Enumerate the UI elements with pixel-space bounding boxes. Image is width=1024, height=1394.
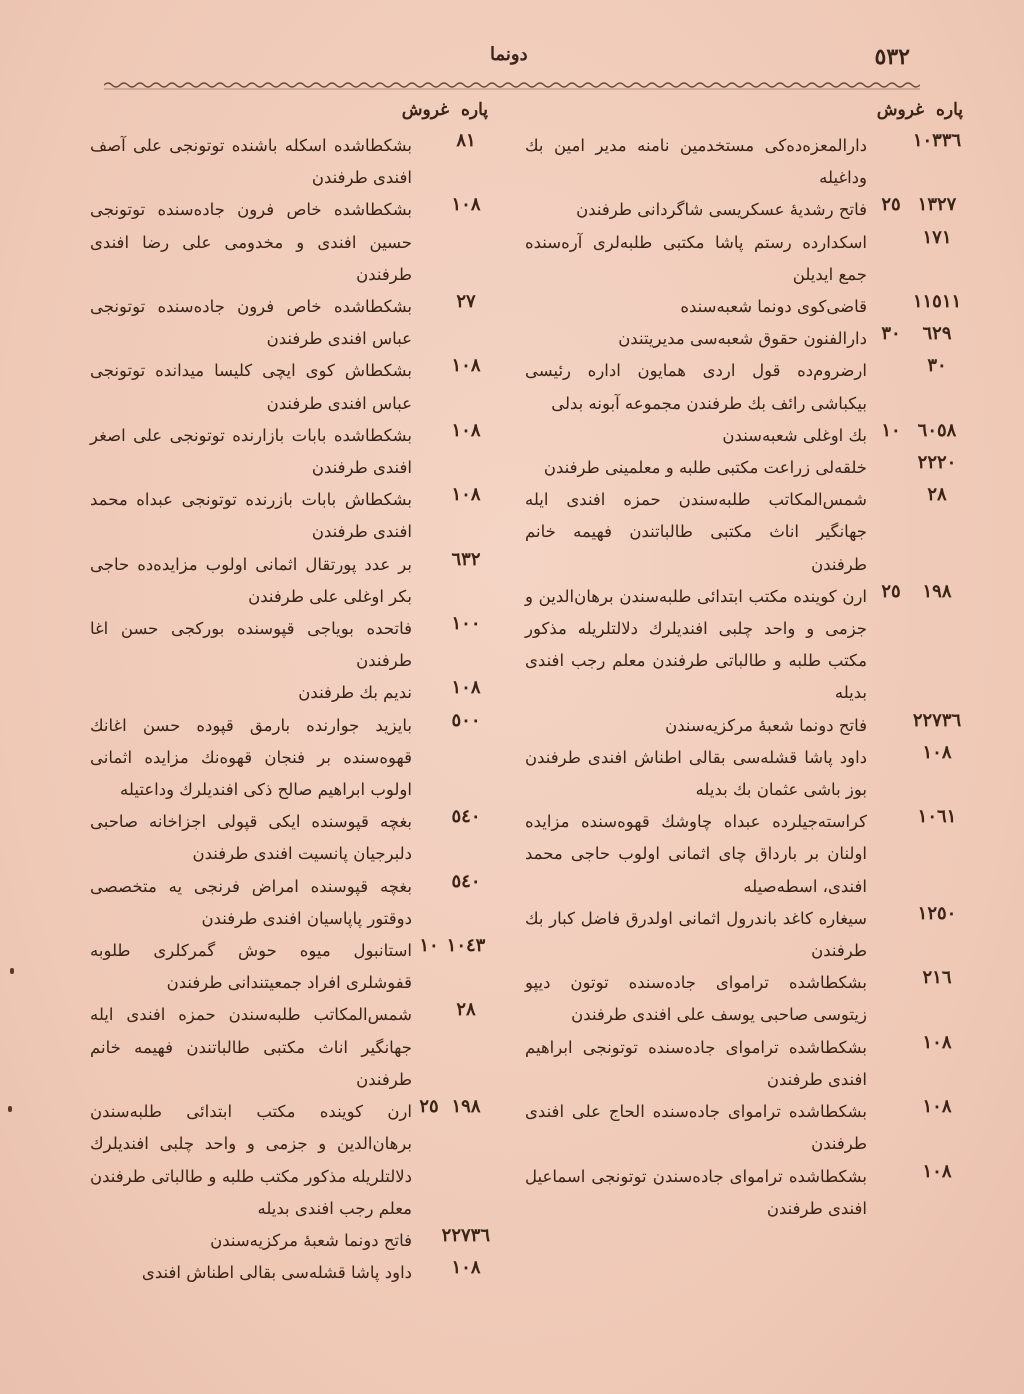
para-amount bbox=[873, 903, 909, 924]
para-amount bbox=[873, 710, 909, 731]
para-amount bbox=[873, 130, 909, 151]
para-amount bbox=[416, 1257, 442, 1278]
donation-entry bbox=[90, 484, 490, 548]
paper-blemish bbox=[10, 968, 14, 974]
ghurush-amount: ٦٣٢ bbox=[451, 548, 481, 570]
donation-entry bbox=[525, 291, 965, 323]
ghurush-amount: ١٩٨ bbox=[922, 580, 952, 602]
donation-entry bbox=[90, 935, 490, 999]
amount-cell bbox=[416, 291, 490, 312]
ghurush-amount: ١٩٨ bbox=[451, 1096, 481, 1118]
amount-cell bbox=[873, 291, 965, 312]
ghurush-amount: ٣٠ bbox=[927, 355, 947, 377]
donation-entry bbox=[525, 194, 965, 226]
donor-description: فاتح رشدیهٔ عسکریسی شاگردانی طرفندن bbox=[576, 200, 867, 220]
amount-cell bbox=[873, 227, 965, 248]
donor-description: بشکطاشده تراموای جاده‌سندن توتونجی اسماعیل افندی طرفندن bbox=[525, 1166, 867, 1218]
donation-entry bbox=[525, 484, 965, 581]
ghurush-amount: ١٧١ bbox=[922, 226, 952, 248]
para-amount bbox=[416, 484, 442, 505]
donor-description: بشکطاش کوی ایچی کلیسا میدانده توتونجی عباس افندی طرفندن bbox=[90, 361, 412, 413]
donation-entry bbox=[525, 581, 965, 710]
donation-entry bbox=[525, 1161, 965, 1225]
donor-description: بغچه قپوسنده امراض فرنجی یه متخصصی دوقتور پاپاسیان افندی طرفندن bbox=[90, 876, 412, 928]
para-amount: ٣٠ bbox=[881, 323, 901, 345]
donation-entry bbox=[90, 871, 490, 935]
amount-cell bbox=[416, 935, 490, 956]
donor-description: ندیم بك طرفندن bbox=[298, 683, 412, 703]
donor-description: اسکدارده رستم پاشا مکتبی طلبه‌لری آره‌سنده جمع ایدیلن bbox=[525, 232, 867, 284]
ghurush-amount: ٢٢٢٠ bbox=[917, 452, 957, 474]
ghurush-amount: ١٢٥٠ bbox=[917, 902, 957, 924]
donor-description: داود پاشا قشله‌سی بقالی اطناش افندی bbox=[141, 1263, 412, 1283]
amount-cell bbox=[873, 130, 965, 151]
donation-entry bbox=[90, 194, 490, 291]
amount-cell bbox=[416, 871, 490, 892]
donor-description: سیغاره کاغد باندرول اثمانی اولدرق فاضل کبار بك طرفندن bbox=[525, 908, 867, 961]
para-amount: ١٠ bbox=[881, 419, 901, 441]
ghurush-amount: ٥٠٠ bbox=[451, 709, 481, 731]
amount-cell bbox=[873, 710, 965, 731]
ghurush-amount: ١٠٠ bbox=[451, 613, 481, 635]
header-rule bbox=[104, 78, 920, 92]
amount-cell bbox=[416, 130, 490, 151]
amount-cell bbox=[416, 806, 490, 827]
ghurush-amount: ١٠٨ bbox=[451, 677, 481, 699]
donation-entry bbox=[90, 549, 490, 613]
ghurush-amount: ٦٢٩ bbox=[922, 323, 952, 345]
amount-cell bbox=[873, 742, 965, 763]
donor-description: دارالفنون حقوق شعبه‌سی مدیریتندن bbox=[618, 329, 867, 349]
amount-cell bbox=[416, 549, 490, 570]
para-amount: ٢٥ bbox=[881, 194, 901, 216]
right-entries bbox=[525, 130, 965, 1225]
donor-description: شمس‌المکاتب طلبه‌سندن حمزه افندی ایله جهانگیر اناث مکتبی طالباتندن فهیمه خانم طرفندن bbox=[90, 1005, 412, 1089]
para-amount bbox=[873, 806, 909, 827]
ghurush-amount: ١٣٢٧ bbox=[917, 194, 957, 216]
para-amount bbox=[416, 871, 442, 892]
donation-entry bbox=[90, 130, 490, 194]
donor-description: بشکطاشده تراموای جاده‌سنده توتون دیپو زیتوسی صاحبی یوسف علی افندی طرفندن bbox=[525, 973, 867, 1025]
amount-cell bbox=[873, 1032, 965, 1053]
para-amount bbox=[873, 1161, 909, 1182]
donation-entry bbox=[90, 420, 490, 484]
para-header: پاره bbox=[935, 100, 963, 120]
ghurush-amount: ١٠٨ bbox=[451, 1257, 481, 1279]
donation-entry bbox=[525, 967, 965, 1031]
para-amount bbox=[873, 967, 909, 988]
donation-entry bbox=[90, 1225, 490, 1257]
amount-cell bbox=[416, 194, 490, 215]
ghurush-amount: ١٠٤٣ bbox=[446, 935, 486, 957]
para-amount bbox=[873, 227, 909, 248]
amount-cell bbox=[416, 484, 490, 505]
amount-cell bbox=[873, 484, 965, 505]
para-amount: ٢٥ bbox=[419, 1096, 439, 1118]
para-amount bbox=[416, 806, 442, 827]
donor-description: ارن کوینده مکتب ابتدائی طلبه‌سندن برهان‌الدین و جزمی و واحد چلبی افندیلرك دلالتلریله مذکور مکتب طلبه و طالباتی طرفندن معلم رجب افندی بدیله bbox=[90, 1102, 412, 1218]
donor-description: فاتحده بویاجی قپوسنده بورکجی حسن اغا طرفندن bbox=[90, 619, 412, 671]
amount-cell bbox=[873, 194, 965, 215]
ghurush-amount: ١٠٨ bbox=[451, 355, 481, 377]
ghurush-amount: ١١٥١١ bbox=[912, 291, 962, 313]
running-title: دونما bbox=[490, 44, 528, 65]
donation-entry bbox=[90, 355, 490, 419]
donation-entry bbox=[525, 355, 965, 419]
donor-description: کراسته‌جیلرده عبداه چاوشك قهوه‌سنده مزایده اولنان بر بارداق چای اثمانی اولوب حاجی محمد افندی، اسطه‌صیله bbox=[525, 812, 867, 896]
donor-description: بشکطاش بابات بازرنده توتونجی عبداه محمد افندی طرفندن bbox=[90, 490, 412, 542]
page-number: ٥٣٢ bbox=[874, 44, 910, 70]
para-amount: ٢٥ bbox=[881, 580, 901, 602]
donor-description: داود پاشا قشله‌سی بقالی اطناش افندی طرفندن بوز باشی عثمان بك بدیله bbox=[525, 747, 867, 800]
donor-description: بر عدد پورتقال اثمانی اولوب مزایده‌ده حاجی بکر اوغلی علی طرفندن bbox=[90, 554, 412, 606]
donor-description: استانبول میوه حوش گمرکلری طلوبه قفوشلری افراد جمعیتندانی طرفندن bbox=[90, 941, 412, 993]
donor-description: بشکطاشده بابات بازارنده توتونجی علی اصغر افندی طرفندن bbox=[90, 425, 412, 478]
ghurush-amount: ١٠٨ bbox=[451, 484, 481, 506]
amount-cell bbox=[416, 710, 490, 731]
donation-entry bbox=[90, 1096, 490, 1225]
donor-description: بشکطاشده تراموای جاده‌سنده الحاج علی افندی طرفندن bbox=[525, 1102, 867, 1154]
para-amount bbox=[873, 742, 909, 763]
donor-description: ارضروم‌ده قول اردی همایون اداره رئیسی بیکباشی رائف بك طرفندن مجموعه آبونه بدلی bbox=[525, 361, 867, 413]
ghurush-header: غروش bbox=[876, 100, 924, 120]
ghurush-amount: ٢٨ bbox=[456, 999, 476, 1021]
ghurush-amount: ١٠٨ bbox=[451, 419, 481, 441]
donor-description: قاضی‌کوی دونما شعبه‌سنده bbox=[680, 297, 867, 317]
para-amount bbox=[416, 291, 442, 312]
ghurush-amount: ٢١٦ bbox=[922, 967, 952, 989]
amount-cell bbox=[416, 1096, 490, 1117]
para-amount bbox=[416, 549, 442, 570]
donor-description: بایزید جوارنده بارمق قپوده حسن اغانك قهوه‌سنده بر فنجان قهوه‌نك مزایده اثمانی اولوب ابراهیم صالح ذکی افندیلرك وداعتیله bbox=[90, 715, 412, 800]
donor-description: فاتح دونما شعبهٔ مرکزیه‌سندن bbox=[665, 715, 867, 735]
donor-description: بك اوغلی شعبه‌سندن bbox=[722, 425, 867, 445]
donor-description: بشکطاشده اسکله باشنده توتونجی علی آصف افندی طرفندن bbox=[90, 136, 412, 188]
ghurush-amount: ٢٢٧٣٦ bbox=[441, 1224, 490, 1246]
donor-description: شمس‌المکاتب طلبه‌سندن حمزه افندی ایله جهانگیر اناث مکتبی طالباتندن فهیمه خانم طرفندن bbox=[525, 490, 867, 574]
ghurush-amount: ٢٢٧٣٦ bbox=[912, 709, 962, 731]
ghurush-amount: ٢٨ bbox=[927, 484, 947, 506]
donation-entry bbox=[90, 1257, 490, 1289]
donation-entry bbox=[525, 452, 965, 484]
column-header bbox=[525, 100, 965, 130]
donation-entry bbox=[90, 291, 490, 355]
amount-cell bbox=[416, 1257, 490, 1278]
amount-cell bbox=[416, 420, 490, 441]
ghurush-amount: ٨١ bbox=[456, 130, 476, 151]
para-amount bbox=[873, 1032, 909, 1053]
amount-cell bbox=[416, 355, 490, 376]
ghurush-amount: ١٠٨ bbox=[922, 1096, 952, 1118]
donation-entry bbox=[90, 999, 490, 1096]
para-amount bbox=[416, 420, 442, 441]
ghurush-amount: ١٠٦١ bbox=[917, 806, 957, 828]
amount-cell bbox=[416, 1225, 490, 1246]
para-amount bbox=[416, 613, 442, 634]
amount-cell bbox=[416, 677, 490, 698]
amount-cell bbox=[873, 420, 965, 441]
amount-cell bbox=[416, 613, 490, 634]
donation-entry bbox=[90, 677, 490, 709]
para-amount bbox=[873, 484, 909, 505]
amount-cell bbox=[873, 452, 965, 473]
ghurush-amount: ١٠٨ bbox=[451, 194, 481, 216]
donation-entry bbox=[90, 613, 490, 677]
para-amount bbox=[416, 999, 442, 1020]
ghurush-header: غروش bbox=[401, 100, 449, 120]
ghurush-amount: ١٠٣٣٦ bbox=[912, 130, 962, 151]
para-amount bbox=[416, 130, 442, 151]
donation-entry bbox=[525, 227, 965, 291]
donor-description: ارن کوینده مکتب ابتدائی طلبه‌سندن برهان‌الدین و جزمی و واحد چلبی افندیلرك دلالتلریله مذکور مکتب طلبه و طالباتی طرفندن معلم رجب افندی بدیله bbox=[525, 586, 867, 703]
donor-description: خلقه‌لی زراعت مکتبی طلبه و معلمینی طرفندن bbox=[543, 458, 867, 478]
donor-description: بشکطاشده خاص فرون جاده‌سنده توتونجی عباس افندی طرفندن bbox=[90, 297, 412, 349]
para-amount bbox=[416, 194, 442, 215]
amount-cell bbox=[873, 1161, 965, 1182]
amount-cell bbox=[873, 581, 965, 602]
donation-entry bbox=[525, 1032, 965, 1096]
paper-blemish bbox=[8, 1106, 12, 1112]
para-amount bbox=[873, 1096, 909, 1117]
donation-entry bbox=[525, 903, 965, 967]
ghurush-amount: ١٠٨ bbox=[922, 741, 952, 763]
donation-entry bbox=[525, 1096, 965, 1160]
amount-cell bbox=[873, 903, 965, 924]
para-amount bbox=[873, 355, 909, 376]
amount-cell bbox=[873, 1096, 965, 1117]
donation-entry bbox=[525, 806, 965, 903]
left-entries bbox=[90, 130, 490, 1289]
para-amount: ١٠ bbox=[419, 935, 439, 957]
ghurush-amount: ١٠٨ bbox=[922, 1031, 952, 1053]
ghurush-amount: ٥٤٠ bbox=[451, 806, 481, 828]
left-column bbox=[90, 100, 490, 1289]
ghurush-amount: ١٠٨ bbox=[922, 1160, 952, 1182]
para-amount bbox=[416, 1225, 442, 1246]
para-amount bbox=[873, 452, 909, 473]
amount-cell bbox=[873, 806, 965, 827]
donation-entry bbox=[525, 710, 965, 742]
para-header: پاره bbox=[460, 100, 488, 120]
page-header bbox=[110, 44, 910, 80]
amount-cell bbox=[873, 355, 965, 376]
ghurush-amount: ٥٤٠ bbox=[451, 870, 481, 892]
donation-entry bbox=[525, 420, 965, 452]
amount-cell bbox=[873, 967, 965, 988]
donor-description: بغچه قپوسنده ایکی قپولی اجزاخانه صاحبی دلبرجیان پانسیت افندی طرفندن bbox=[90, 812, 412, 864]
donation-entry bbox=[525, 130, 965, 194]
ghurush-amount: ٢٧ bbox=[456, 291, 476, 313]
donation-entry bbox=[525, 742, 965, 806]
donation-entry bbox=[90, 710, 490, 807]
amount-cell bbox=[873, 323, 965, 344]
right-column bbox=[525, 100, 965, 1225]
column-header bbox=[90, 100, 490, 130]
donor-description: بشکطاشده خاص فرون جاده‌سنده توتونجی حسین افندی و مخدومی علی رضا افندی طرفندن bbox=[90, 200, 412, 284]
donation-entry bbox=[90, 806, 490, 870]
para-amount bbox=[416, 677, 442, 698]
para-amount bbox=[873, 291, 909, 312]
donation-entry bbox=[525, 323, 965, 355]
amount-cell bbox=[416, 999, 490, 1020]
donor-description: دارالمعزه‌ده‌کی مستخدمین نامنه مدیر امین بك وداغیله bbox=[525, 136, 867, 188]
donor-description: بشکطاشده تراموای جاده‌سنده توتونجی ابراهیم افندی طرفندن bbox=[525, 1037, 867, 1089]
para-amount bbox=[416, 710, 442, 731]
para-amount bbox=[416, 355, 442, 376]
donor-description: فاتح دونما شعبهٔ مرکزیه‌سندن bbox=[210, 1230, 412, 1250]
ghurush-amount: ٦٠٥٨ bbox=[917, 419, 957, 441]
